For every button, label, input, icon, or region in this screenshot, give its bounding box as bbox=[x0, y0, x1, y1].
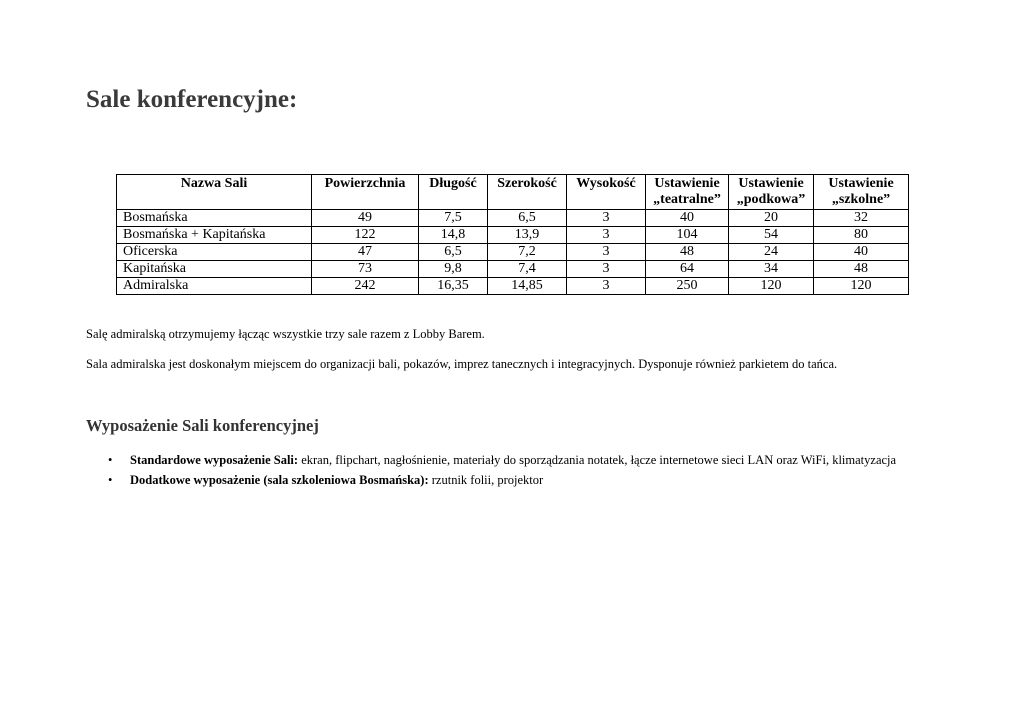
list-item-label: Dodatkowe wyposażenie (sala szkoleniowa Bosmańska): bbox=[130, 473, 429, 487]
header-label: Wysokość bbox=[576, 176, 636, 191]
header-label: „szkolne” bbox=[831, 192, 891, 207]
cell-horseshoe: 20 bbox=[729, 210, 814, 227]
admiral-room-note: Salę admiralską otrzymujemy łącząc wszystkie trzy sale razem z Lobby Barem. bbox=[86, 327, 485, 341]
cell-area: 242 bbox=[312, 278, 419, 295]
cell-length: 7,5 bbox=[419, 210, 488, 227]
cell-area: 73 bbox=[312, 261, 419, 278]
header-label: Ustawienie bbox=[828, 176, 894, 191]
header-horseshoe-setup bbox=[729, 175, 814, 210]
header-label: „podkowa” bbox=[736, 192, 806, 207]
admiral-room-description: Sala admiralska jest doskonałym miejscem do organizacji bali, pokazów, imprez tanecznych i integracyjnych. Dysponuje również parkietem do tańca. bbox=[86, 357, 838, 371]
cell-theatre: 48 bbox=[646, 244, 729, 261]
list-item-text: ekran, flipchart, nagłośnienie, materiały do sporządzania notatek, łącze internetowe sieci LAN oraz WiFi, klimatyzacja bbox=[298, 453, 897, 467]
header-label: Ustawienie bbox=[654, 176, 720, 191]
header-school-setup bbox=[814, 175, 909, 210]
cell-room-name: Bosmańska + Kapitańska bbox=[117, 227, 312, 244]
header-length bbox=[419, 175, 488, 210]
header-label: Powierzchnia bbox=[324, 176, 406, 191]
cell-room-name: Kapitańska bbox=[117, 261, 312, 278]
header-label: Nazwa Sali bbox=[180, 176, 248, 191]
bullet-icon: • bbox=[108, 453, 113, 467]
cell-area: 47 bbox=[312, 244, 419, 261]
cell-height: 3 bbox=[567, 278, 646, 295]
cell-width: 13,9 bbox=[488, 227, 567, 244]
cell-width: 7,2 bbox=[488, 244, 567, 261]
cell-horseshoe: 54 bbox=[729, 227, 814, 244]
cell-height: 3 bbox=[567, 210, 646, 227]
cell-length: 9,8 bbox=[419, 261, 488, 278]
cell-length: 6,5 bbox=[419, 244, 488, 261]
list-item-text: rzutnik folii, projektor bbox=[428, 473, 544, 487]
cell-height: 3 bbox=[567, 261, 646, 278]
cell-theatre: 250 bbox=[646, 278, 729, 295]
header-area bbox=[312, 175, 419, 210]
header-width bbox=[488, 175, 567, 210]
cell-horseshoe: 24 bbox=[729, 244, 814, 261]
equipment-heading: Wyposażenie Sali konferencyjnej bbox=[86, 416, 319, 435]
header-theatre-setup bbox=[646, 175, 729, 210]
table-row bbox=[117, 210, 909, 227]
cell-area: 122 bbox=[312, 227, 419, 244]
cell-school: 80 bbox=[814, 227, 909, 244]
table-row bbox=[117, 227, 909, 244]
cell-theatre: 64 bbox=[646, 261, 729, 278]
cell-height: 3 bbox=[567, 244, 646, 261]
header-height bbox=[567, 175, 646, 210]
cell-room-name: Oficerska bbox=[117, 244, 312, 261]
cell-room-name: Admiralska bbox=[117, 278, 312, 295]
header-label: Szerokość bbox=[497, 176, 557, 191]
cell-area: 49 bbox=[312, 210, 419, 227]
cell-theatre: 40 bbox=[646, 210, 729, 227]
cell-school: 48 bbox=[814, 261, 909, 278]
cell-length: 14,8 bbox=[419, 227, 488, 244]
cell-room-name: Bosmańska bbox=[117, 210, 312, 227]
bullet-icon: • bbox=[108, 473, 113, 487]
cell-width: 7,4 bbox=[488, 261, 567, 278]
table-row bbox=[117, 244, 909, 261]
list-item bbox=[100, 472, 900, 489]
list-item bbox=[100, 452, 900, 469]
cell-school: 32 bbox=[814, 210, 909, 227]
table-header-row bbox=[117, 175, 909, 210]
header-label: „teatralne” bbox=[653, 192, 721, 207]
list-item-label: Standardowe wyposażenie Sali: bbox=[130, 453, 299, 467]
cell-width: 14,85 bbox=[488, 278, 567, 295]
cell-height: 3 bbox=[567, 227, 646, 244]
cell-width: 6,5 bbox=[488, 210, 567, 227]
header-room-name bbox=[117, 175, 312, 210]
cell-theatre: 104 bbox=[646, 227, 729, 244]
table-row bbox=[117, 278, 909, 295]
cell-school: 120 bbox=[814, 278, 909, 295]
header-label: Ustawienie bbox=[738, 176, 804, 191]
table-row bbox=[117, 261, 909, 278]
conference-rooms-table bbox=[116, 174, 909, 295]
cell-horseshoe: 34 bbox=[729, 261, 814, 278]
equipment-list bbox=[100, 452, 900, 492]
header-label: Długość bbox=[429, 176, 477, 191]
cell-length: 16,35 bbox=[419, 278, 488, 295]
page-title: Sale konferencyjne: bbox=[86, 86, 298, 113]
cell-school: 40 bbox=[814, 244, 909, 261]
cell-horseshoe: 120 bbox=[729, 278, 814, 295]
